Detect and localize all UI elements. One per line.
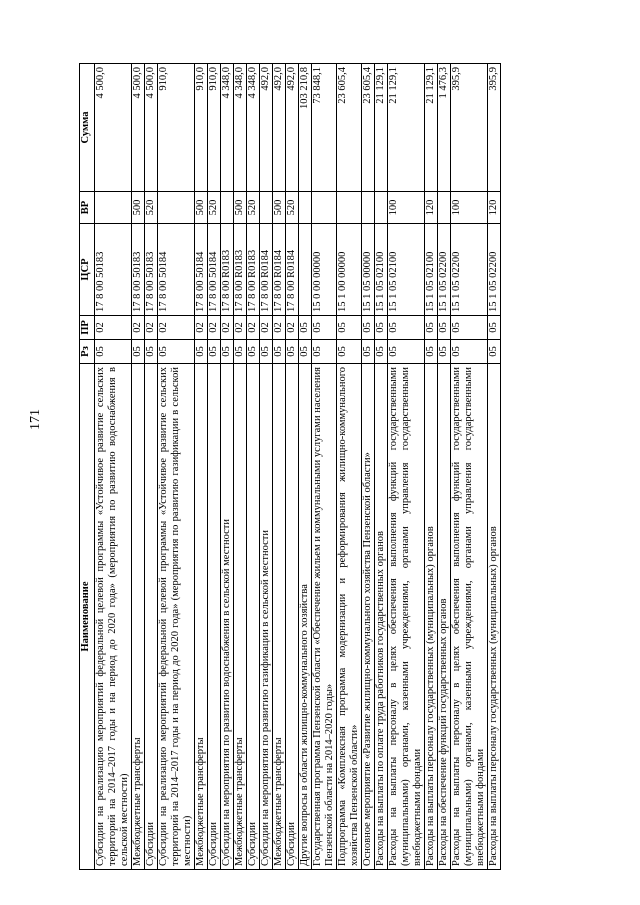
cell-name: Расходы на выплаты персоналу государственных (муниципальных) органов bbox=[488, 364, 501, 870]
budget-table bbox=[79, 63, 501, 870]
cell-sum: 492,0 bbox=[273, 64, 286, 192]
cell-vr bbox=[95, 192, 132, 224]
cell-vr: 500 bbox=[132, 192, 145, 224]
cell-csr: 17 8 00 50183 bbox=[145, 224, 158, 316]
table-row bbox=[208, 64, 221, 870]
cell-sum: 23 605,4 bbox=[362, 64, 375, 192]
header-sum: Сумма bbox=[80, 64, 95, 192]
table-row bbox=[195, 64, 208, 870]
cell-name: Основное мероприятие «Развитие жилищно-коммунального хозяйства Пензенской области» bbox=[362, 364, 375, 870]
cell-name: Субсидии bbox=[145, 364, 158, 870]
table-row bbox=[488, 64, 501, 870]
cell-sum: 4 348,0 bbox=[234, 64, 247, 192]
cell-sum: 910,0 bbox=[158, 64, 195, 192]
cell-rz: 05 bbox=[388, 340, 425, 364]
cell-pr: 05 bbox=[375, 316, 388, 340]
cell-rz: 05 bbox=[375, 340, 388, 364]
cell-csr: 15 1 05 02100 bbox=[388, 224, 425, 316]
cell-rz: 05 bbox=[337, 340, 362, 364]
cell-sum: 103 210,8 bbox=[299, 64, 312, 192]
cell-rz: 05 bbox=[247, 340, 260, 364]
cell-csr: 17 8 00 50184 bbox=[195, 224, 208, 316]
cell-rz: 05 bbox=[438, 340, 451, 364]
table-row bbox=[451, 64, 488, 870]
table-row bbox=[273, 64, 286, 870]
cell-csr: 15 1 05 02200 bbox=[451, 224, 488, 316]
cell-name: Межбюджетные трансферты bbox=[273, 364, 286, 870]
cell-vr bbox=[312, 192, 337, 224]
cell-name: Государственная программа Пензенской области «Обеспечение жильем и коммунальными услугами населения Пензенской области на 2014–2020 годы» bbox=[312, 364, 337, 870]
cell-csr: 17 8 00 50183 bbox=[95, 224, 132, 316]
header-rz: Рз bbox=[80, 340, 95, 364]
cell-pr: 05 bbox=[438, 316, 451, 340]
cell-csr: 15 1 00 00000 bbox=[337, 224, 362, 316]
cell-name: Субсидии на мероприятия по развитию водоснабжения в сельской местности bbox=[221, 364, 234, 870]
cell-vr: 500 bbox=[273, 192, 286, 224]
cell-vr: 520 bbox=[247, 192, 260, 224]
cell-pr: 05 bbox=[362, 316, 375, 340]
cell-csr: 17 8 00 R0184 bbox=[260, 224, 273, 316]
cell-name: Субсидии bbox=[286, 364, 299, 870]
table-body bbox=[95, 64, 501, 870]
cell-rz: 05 bbox=[299, 340, 312, 364]
table-row bbox=[221, 64, 234, 870]
cell-name: Расходы на выплаты персоналу в целях обеспечения выполнения функций государственными (муниципальными) органами, казенными учреждениями, органами управления государственными внебюджетными фондами bbox=[451, 364, 488, 870]
cell-sum: 4 348,0 bbox=[247, 64, 260, 192]
table-row bbox=[375, 64, 388, 870]
cell-vr: 120 bbox=[425, 192, 438, 224]
cell-sum: 4 500,0 bbox=[132, 64, 145, 192]
table-row bbox=[132, 64, 145, 870]
cell-csr: 17 8 00 R0183 bbox=[221, 224, 234, 316]
table-row bbox=[362, 64, 375, 870]
cell-vr bbox=[362, 192, 375, 224]
cell-rz: 05 bbox=[145, 340, 158, 364]
cell-csr: 17 8 00 R0183 bbox=[234, 224, 247, 316]
cell-csr: 15 1 05 00000 bbox=[362, 224, 375, 316]
table-row bbox=[438, 64, 451, 870]
cell-sum: 4 348,0 bbox=[221, 64, 234, 192]
cell-rz: 05 bbox=[362, 340, 375, 364]
cell-csr: 15 1 05 02200 bbox=[488, 224, 501, 316]
cell-rz: 05 bbox=[425, 340, 438, 364]
cell-pr: 02 bbox=[286, 316, 299, 340]
header-vr: ВР bbox=[80, 192, 95, 224]
header-row bbox=[80, 64, 95, 870]
cell-sum: 4 500,0 bbox=[95, 64, 132, 192]
table-row bbox=[425, 64, 438, 870]
table-row bbox=[145, 64, 158, 870]
cell-csr: 17 8 00 R0184 bbox=[286, 224, 299, 316]
cell-name: Субсидии на реализацию мероприятий федеральной целевой программы «Устойчивое развитие сельских территорий на 2014–2017 годы и на период до 2020 года» (мероприятия по развитию газификации в сельской местности) bbox=[158, 364, 195, 870]
cell-pr: 05 bbox=[488, 316, 501, 340]
table-row bbox=[299, 64, 312, 870]
cell-name: Субсидии bbox=[247, 364, 260, 870]
cell-sum: 21 129,1 bbox=[388, 64, 425, 192]
table-row bbox=[388, 64, 425, 870]
cell-sum: 910,0 bbox=[208, 64, 221, 192]
cell-vr: 100 bbox=[451, 192, 488, 224]
cell-pr: 05 bbox=[312, 316, 337, 340]
cell-name: Субсидии на реализацию мероприятий федеральной целевой программы «Устойчивое развитие сельских территорий на 2014–2017 годы и на период до 2020 года» (мероприятия по развитию водоснабжения в сельской местности) bbox=[95, 364, 132, 870]
cell-pr: 05 bbox=[388, 316, 425, 340]
cell-pr: 02 bbox=[208, 316, 221, 340]
cell-rz: 05 bbox=[273, 340, 286, 364]
cell-vr bbox=[438, 192, 451, 224]
cell-csr: 15 1 05 02100 bbox=[425, 224, 438, 316]
cell-pr: 02 bbox=[234, 316, 247, 340]
table-row bbox=[312, 64, 337, 870]
cell-name: Расходы на выплаты персоналу государственных (муниципальных) органов bbox=[425, 364, 438, 870]
cell-vr bbox=[337, 192, 362, 224]
cell-name: Расходы на выплаты по оплате труда работников государственных органов bbox=[375, 364, 388, 870]
table-row bbox=[95, 64, 132, 870]
cell-pr: 02 bbox=[273, 316, 286, 340]
table-row bbox=[260, 64, 273, 870]
table-row bbox=[234, 64, 247, 870]
cell-name: Субсидии bbox=[208, 364, 221, 870]
cell-csr: 17 8 00 50184 bbox=[208, 224, 221, 316]
cell-vr bbox=[375, 192, 388, 224]
cell-sum: 21 129,1 bbox=[425, 64, 438, 192]
cell-pr: 02 bbox=[95, 316, 132, 340]
cell-pr: 02 bbox=[195, 316, 208, 340]
cell-sum: 21 129,1 bbox=[375, 64, 388, 192]
cell-sum: 492,0 bbox=[286, 64, 299, 192]
cell-vr bbox=[260, 192, 273, 224]
cell-csr: 17 8 00 50184 bbox=[158, 224, 195, 316]
cell-name: Расходы на обеспечение функций государственных органов bbox=[438, 364, 451, 870]
cell-csr: 15 1 05 02100 bbox=[375, 224, 388, 316]
cell-rz: 05 bbox=[234, 340, 247, 364]
cell-sum: 1 476,3 bbox=[438, 64, 451, 192]
cell-pr: 02 bbox=[145, 316, 158, 340]
rotated-table-wrapper bbox=[79, 64, 569, 870]
cell-rz: 05 bbox=[260, 340, 273, 364]
cell-sum: 395,9 bbox=[488, 64, 501, 192]
cell-rz: 05 bbox=[95, 340, 132, 364]
cell-csr: 17 8 00 50183 bbox=[132, 224, 145, 316]
cell-name: Подпрограмма «Комплексная программа модернизации и реформирования жилищно-коммунального хозяйства Пензенской области» bbox=[337, 364, 362, 870]
cell-csr bbox=[299, 224, 312, 316]
cell-name: Другие вопросы в области жилищно-коммунального хозяйства bbox=[299, 364, 312, 870]
cell-vr: 120 bbox=[488, 192, 501, 224]
cell-pr: 02 bbox=[132, 316, 145, 340]
cell-name: Межбюджетные трансферты bbox=[234, 364, 247, 870]
cell-name: Расходы на выплаты персоналу в целях обеспечения выполнения функций государственными (муниципальными) органами, казенными учреждениями, органами управления государственными внебюджетными фондами bbox=[388, 364, 425, 870]
cell-name: Межбюджетные трансферты bbox=[195, 364, 208, 870]
cell-csr: 15 0 00 00000 bbox=[312, 224, 337, 316]
cell-sum: 23 605,4 bbox=[337, 64, 362, 192]
header-csr: ЦСР bbox=[80, 224, 95, 316]
cell-rz: 05 bbox=[221, 340, 234, 364]
cell-rz: 05 bbox=[451, 340, 488, 364]
cell-pr: 05 bbox=[299, 316, 312, 340]
cell-csr: 17 8 00 R0184 bbox=[273, 224, 286, 316]
cell-pr: 05 bbox=[337, 316, 362, 340]
cell-csr: 15 1 05 02200 bbox=[438, 224, 451, 316]
cell-name: Межбюджетные трансферты bbox=[132, 364, 145, 870]
cell-sum: 492,0 bbox=[260, 64, 273, 192]
cell-vr: 100 bbox=[388, 192, 425, 224]
cell-vr: 520 bbox=[145, 192, 158, 224]
cell-pr: 05 bbox=[451, 316, 488, 340]
cell-pr: 02 bbox=[158, 316, 195, 340]
cell-sum: 4 500,0 bbox=[145, 64, 158, 192]
cell-vr bbox=[221, 192, 234, 224]
cell-sum: 73 848,1 bbox=[312, 64, 337, 192]
cell-sum: 910,0 bbox=[195, 64, 208, 192]
header-name: Наименование bbox=[80, 364, 95, 870]
cell-name: Субсидии на мероприятия по развитию газификации в сельской местности bbox=[260, 364, 273, 870]
table-row bbox=[158, 64, 195, 870]
cell-rz: 05 bbox=[132, 340, 145, 364]
cell-pr: 05 bbox=[425, 316, 438, 340]
cell-vr: 520 bbox=[208, 192, 221, 224]
cell-rz: 05 bbox=[195, 340, 208, 364]
cell-vr: 520 bbox=[286, 192, 299, 224]
table-row bbox=[286, 64, 299, 870]
header-pr: ПР bbox=[80, 316, 95, 340]
cell-rz: 05 bbox=[312, 340, 337, 364]
table-row bbox=[337, 64, 362, 870]
cell-csr: 17 8 00 R0183 bbox=[247, 224, 260, 316]
cell-rz: 05 bbox=[488, 340, 501, 364]
cell-vr bbox=[158, 192, 195, 224]
cell-sum: 395,9 bbox=[451, 64, 488, 192]
cell-pr: 02 bbox=[260, 316, 273, 340]
cell-rz: 05 bbox=[286, 340, 299, 364]
page-number: 171 bbox=[28, 409, 43, 430]
cell-vr bbox=[299, 192, 312, 224]
cell-rz: 05 bbox=[208, 340, 221, 364]
table-row bbox=[247, 64, 260, 870]
cell-pr: 02 bbox=[247, 316, 260, 340]
cell-rz: 05 bbox=[158, 340, 195, 364]
cell-vr: 500 bbox=[195, 192, 208, 224]
cell-pr: 02 bbox=[221, 316, 234, 340]
cell-vr: 500 bbox=[234, 192, 247, 224]
